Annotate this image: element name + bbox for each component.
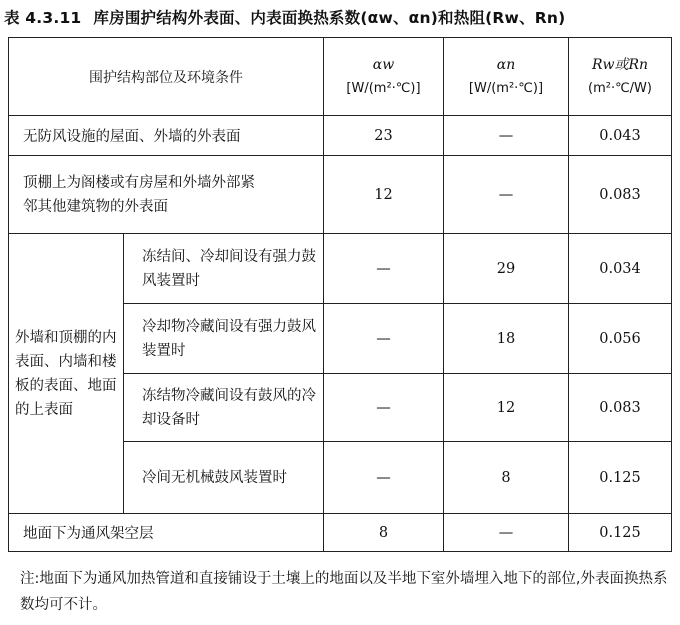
row-alpha-n: 8 <box>444 442 569 514</box>
row-alpha-w: 8 <box>324 514 444 552</box>
row-alpha-n: 12 <box>444 374 569 442</box>
row-alpha-n: — <box>444 156 569 234</box>
header-r-symbol: Rw或Rn <box>591 56 649 73</box>
header-alpha-n-symbol: αn <box>496 56 516 73</box>
row-condition: 地面下为通风架空层 <box>9 514 324 552</box>
header-row <box>9 38 672 116</box>
row-alpha-w: — <box>324 374 444 442</box>
header-condition: 围护结构部位及环境条件 <box>9 38 324 116</box>
row-alpha-w: 12 <box>324 156 444 234</box>
header-alpha-w <box>324 38 444 116</box>
row-condition: 无防风设施的屋面、外墙的外表面 <box>9 116 324 156</box>
header-alpha-n-unit: [W/(m²·℃)] <box>468 80 544 96</box>
row-alpha-n: 18 <box>444 304 569 374</box>
row-condition: 顶棚上为阁楼或有房屋和外墙外部紧邻其他建筑物的外表面 <box>9 156 324 234</box>
table-row <box>9 116 672 156</box>
heat-transfer-table <box>8 37 672 552</box>
table-title <box>4 6 676 28</box>
row-r: 0.125 <box>569 514 672 552</box>
row-condition: 冻结物冷藏间设有鼓风的冷却设备时 <box>124 374 324 442</box>
row-r: 0.083 <box>569 156 672 234</box>
table-number: 表 4.3.11 <box>4 9 82 27</box>
table-row <box>9 514 672 552</box>
row-r: 0.043 <box>569 116 672 156</box>
row-r: 0.125 <box>569 442 672 514</box>
row-alpha-w: — <box>324 304 444 374</box>
table-note: 注:地面下为通风加热管道和直接铺设于土壤上的地面以及半地下室外墙埋入地下的部位,外表面换热系数均可不计。 <box>20 571 668 613</box>
header-r-unit: (m²·℃/W) <box>588 80 652 96</box>
table-caption: 库房围护结构外表面、内表面换热系数(αw、αn)和热阻(Rw、Rn) <box>93 9 566 27</box>
row-alpha-w: — <box>324 234 444 304</box>
table-row <box>9 156 672 234</box>
row-alpha-n: — <box>444 116 569 156</box>
row-alpha-n: 29 <box>444 234 569 304</box>
row-condition: 冻结间、冷却间设有强力鼓风装置时 <box>124 234 324 304</box>
row-r: 0.034 <box>569 234 672 304</box>
header-alpha-w-unit: [W/(m²·℃)] <box>346 80 421 96</box>
row-alpha-w: — <box>324 442 444 514</box>
row-alpha-n: — <box>444 514 569 552</box>
row-alpha-w: 23 <box>324 116 444 156</box>
row-r: 0.083 <box>569 374 672 442</box>
table-row <box>9 234 672 304</box>
group-label: 外墙和顶棚的内表面、内墙和楼板的表面、地面的上表面 <box>9 234 124 514</box>
row-condition: 冷却物冷藏间设有强力鼓风装置时 <box>124 304 324 374</box>
row-condition: 冷间无机械鼓风装置时 <box>124 442 324 514</box>
header-alpha-w-symbol: αw <box>372 56 395 73</box>
header-alpha-n <box>444 38 569 116</box>
row-r: 0.056 <box>569 304 672 374</box>
header-r <box>569 38 672 116</box>
